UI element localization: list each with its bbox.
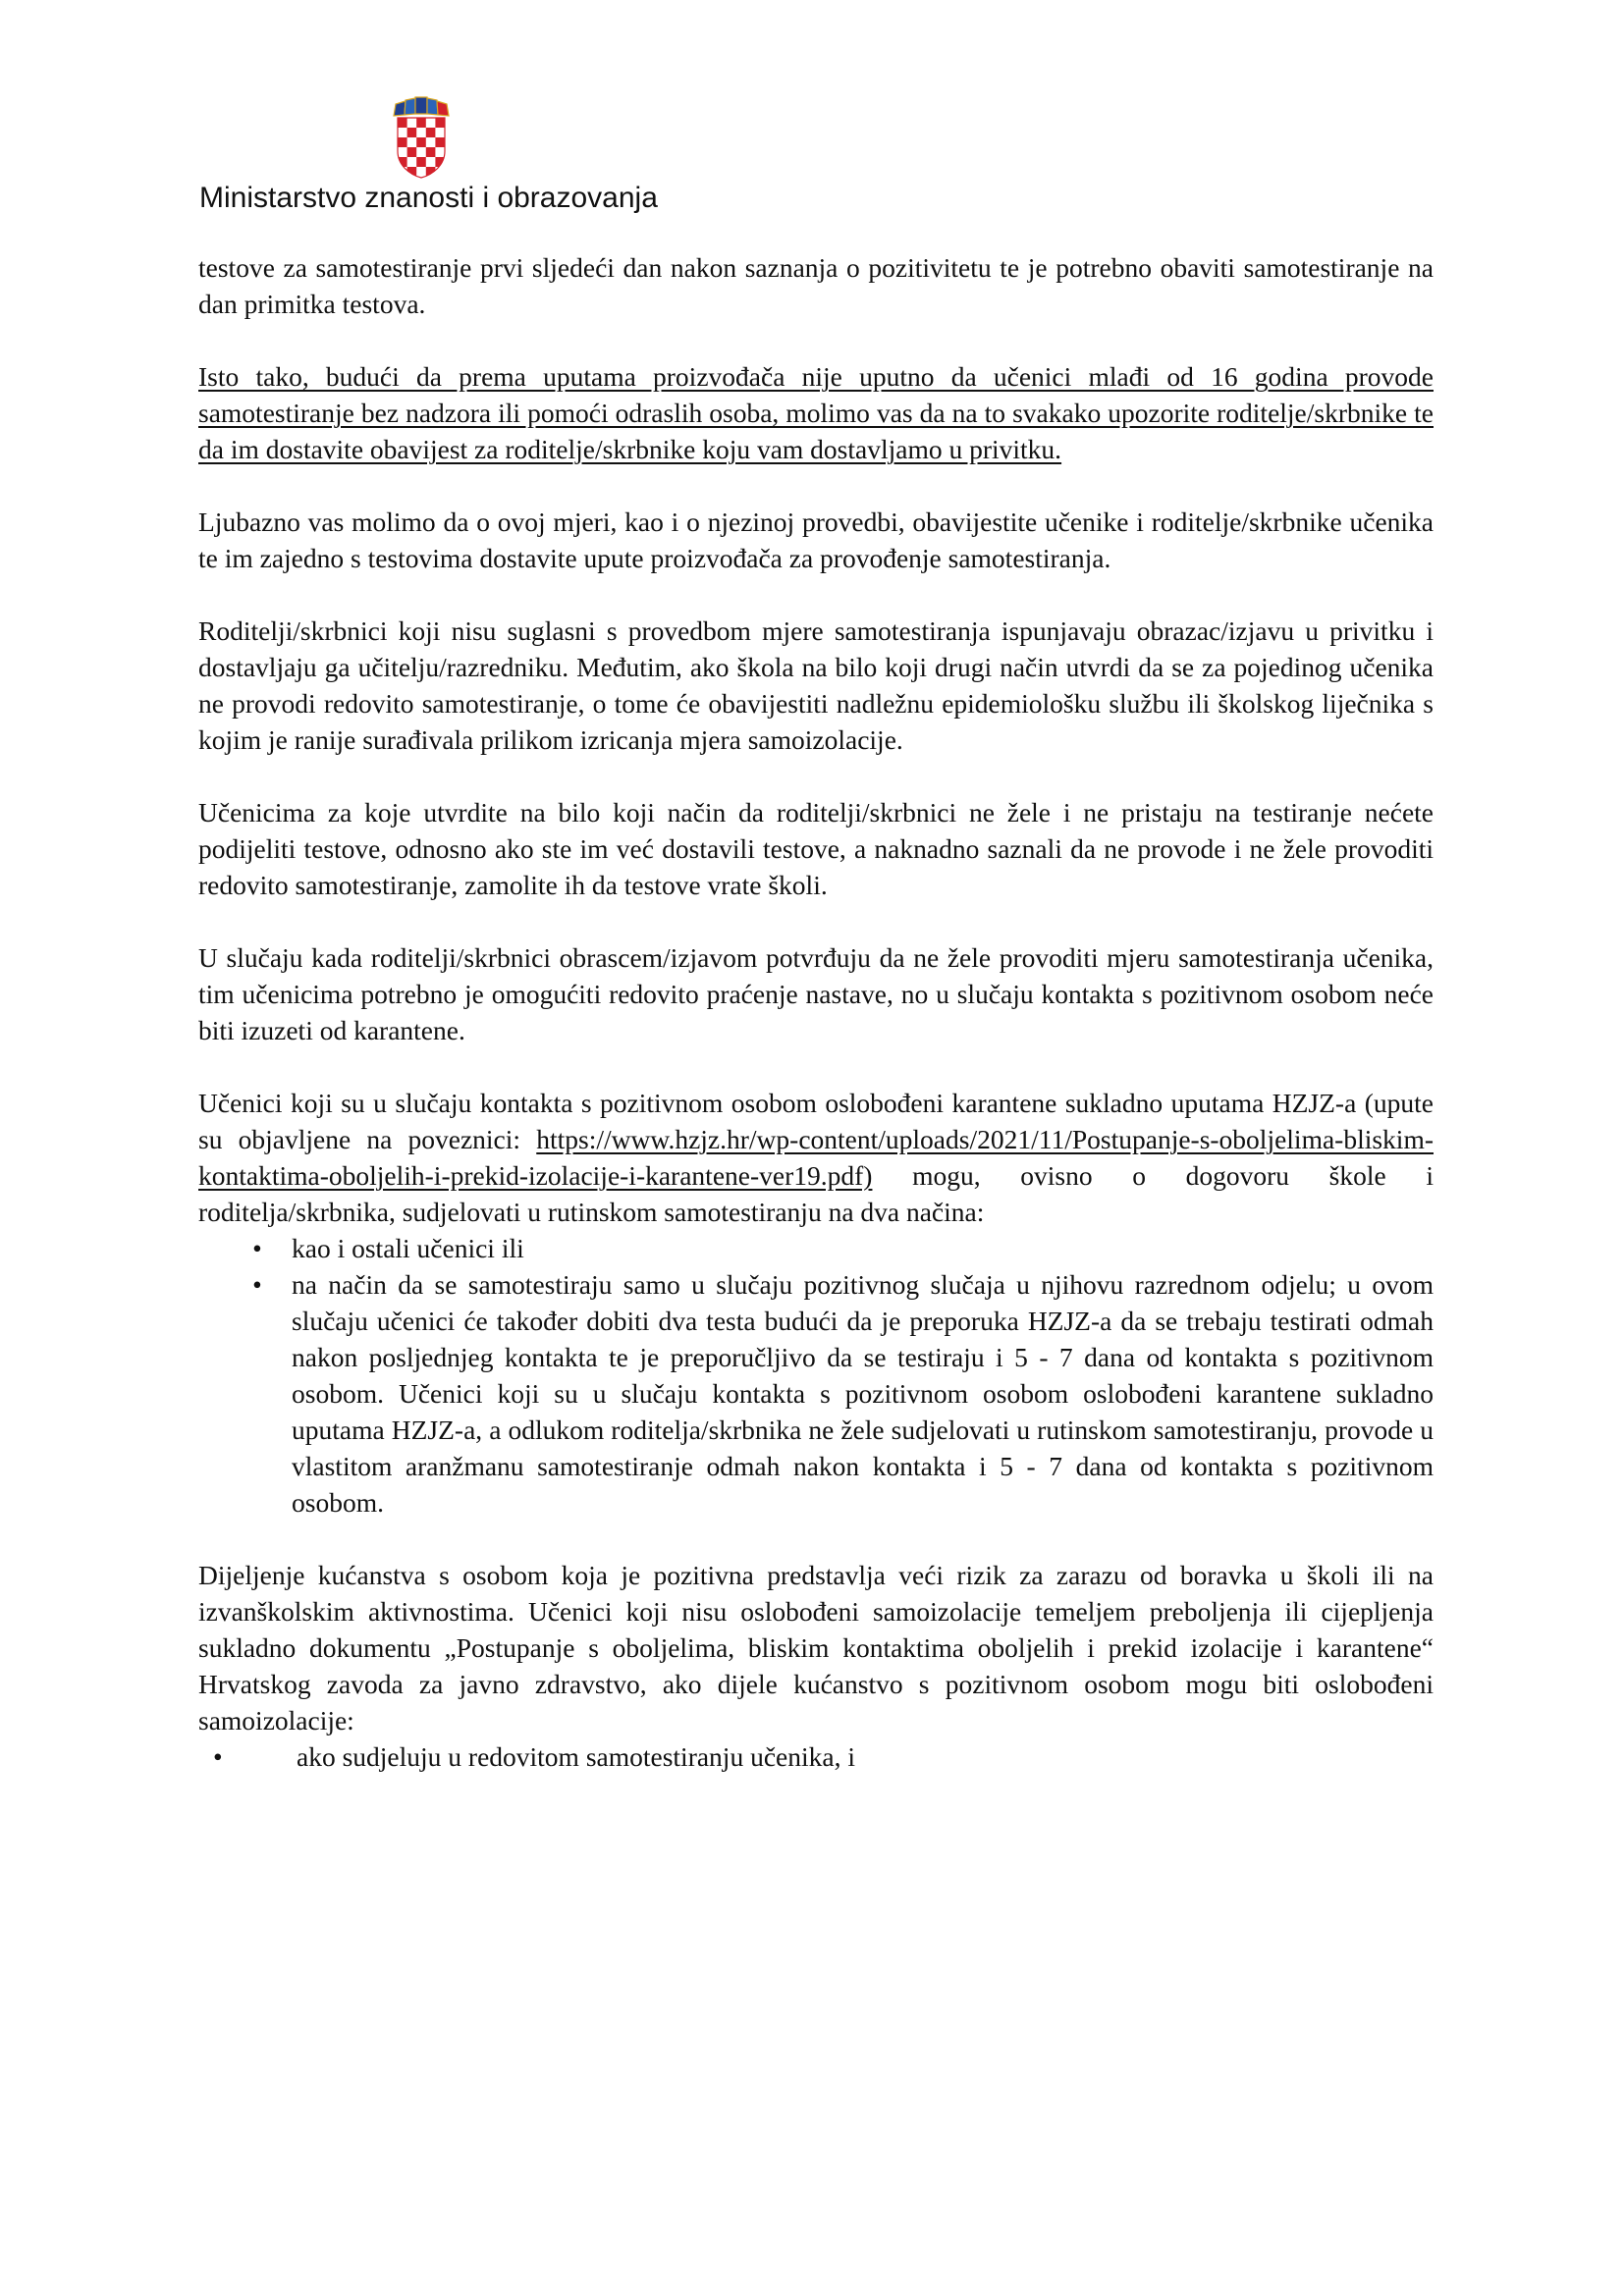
ministry-name: Ministarstvo znanosti i obrazovanja bbox=[199, 182, 658, 214]
paragraph-7-text: Učenici koji su u slučaju kontakta s pozitivnom osobom oslobođeni karantene sukladno uputama HZJZ-a (upute su objavljene na poveznici: bbox=[198, 1088, 1434, 1154]
paragraph-5: Učenicima za koje utvrdite na bilo koji način da roditelji/skrbnici ne žele i ne pristaju na testiranje nećete podijeliti testove, odnosno ako ste im već dostavili testove, a naknadno saznali da ne provode i ne žele provoditi redovito samotestiranje, zamolite ih da testove vrate školi. bbox=[198, 797, 1434, 900]
list-item bbox=[198, 1266, 1434, 1521]
list-item bbox=[198, 1230, 1434, 1266]
hzjz-guidelines-link[interactable]: https://www.hzjz.hr/wp-content/uploads/2021/11/Postupanje-s-oboljelima-bliskim-kontaktima-oboljelih-i-prekid-izolacije-i-karantene-ver19.pdf) bbox=[198, 1124, 1434, 1191]
participation-options-list bbox=[198, 1230, 1434, 1521]
paragraph-8: Dijeljenje kućanstva s osobom koja je pozitivna predstavlja veći rizik za zarazu od boravka u školi ili na izvanškolskim aktivnostima. Učenici koji nisu oslobođeni samoizolacije temeljem preboljenja ili cijepljenja sukladno dokumentu „Postupanje s oboljelima, bliskim kontaktima oboljelih i prekid izolacije i karantene“ Hrvatskog zavoda za javno zdravstvo, ako dijele kućanstvo s pozitivnom osobom mogu biti oslobođeni samoizolacije: bbox=[198, 1560, 1434, 1735]
paragraph-6: U slučaju kada roditelji/skrbnici obrascem/izjavom potvrđuju da ne žele provoditi mjeru samotestiranja učenika, tim učenicima potrebno je omogućiti redovito praćenje nastave, no u slučaju kontakta s pozitivnom osobom neće biti izuzeti od karantene. bbox=[198, 942, 1434, 1045]
bullet-marker: • bbox=[252, 1269, 262, 1300]
paragraph-1: testove za samotestiranje prvi sljedeći dan nakon saznanja o pozitivitetu te je potrebno obaviti samotestiranje na dan primitka testova. bbox=[198, 252, 1434, 319]
bullet-marker: • bbox=[213, 1741, 223, 1772]
household-conditions-list bbox=[198, 1738, 1434, 1775]
bullet-marker: • bbox=[252, 1233, 262, 1263]
coat-of-arms-icon bbox=[392, 96, 451, 179]
list-item bbox=[198, 1738, 1434, 1775]
list-item-text: kao i ostali učenici ili bbox=[292, 1233, 524, 1263]
letter-body bbox=[198, 249, 1434, 1775]
paragraph-3: Ljubazno vas molimo da o ovoj mjeri, kao i o njezinoj provedbi, obavijestite učenike i roditelje/skrbnike učenika te im zajedno s testovima dostavite upute proizvođača za provođenje samotestiranja. bbox=[198, 507, 1434, 573]
paragraph-2-underlined: Isto tako, budući da prema uputama proizvođača nije uputno da učenici mlađi od 16 godina provode samotestiranje bez nadzora ili pomoći odraslih osoba, molimo vas da na to svakako upozorite roditelje/skrbnike te da im dostavite obavijest za roditelje/skrbnike koju vam dostavljamo u privitku. bbox=[198, 361, 1434, 464]
paragraph-7 bbox=[198, 1085, 1434, 1230]
list-item-text: ako sudjeluju u redovitom samotestiranju učenika, i bbox=[297, 1741, 855, 1772]
paragraph-7-text-end: mogu, ovisno o dogovoru škole i roditelja/skrbnika, sudjelovati u rutinskom samotestiranju na dva načina: bbox=[198, 1160, 1434, 1227]
list-item-text: na način da se samotestiraju samo u slučaju pozitivnog slučaja u njihovu razrednom odjelu; u ovom slučaju učenici će također dobiti dva testa budući da je preporuka HZJZ-a da se trebaju testirati odmah nakon posljednjeg kontakta te je preporučljivo da se testiraju i 5 - 7 dana od kontakta s pozitivnom osobom. Učenici koji su u slučaju kontakta s pozitivnom osobom oslobođeni karantene sukladno uputama HZJZ-a, a odlukom roditelja/skrbnika ne žele sudjelovati u rutinskom samotestiranju, provode u vlastitom aranžmanu samotestiranje odmah nakon kontakta i 5 - 7 dana od kontakta s pozitivnom osobom. bbox=[292, 1269, 1434, 1518]
paragraph-4: Roditelji/skrbnici koji nisu suglasni s provedbom mjere samotestiranja ispunjavaju obrazac/izjavu u privitku i dostavljaju ga učitelju/razredniku. Međutim, ako škola na bilo koji drugi način utvrdi da se za pojedinog učenika ne provodi redovito samotestiranje, o tome će obavijestiti nadležnu epidemiološku službu ili školskog liječnika s kojim je ranije surađivala prilikom izricanja mjera samoizolacije. bbox=[198, 615, 1434, 755]
